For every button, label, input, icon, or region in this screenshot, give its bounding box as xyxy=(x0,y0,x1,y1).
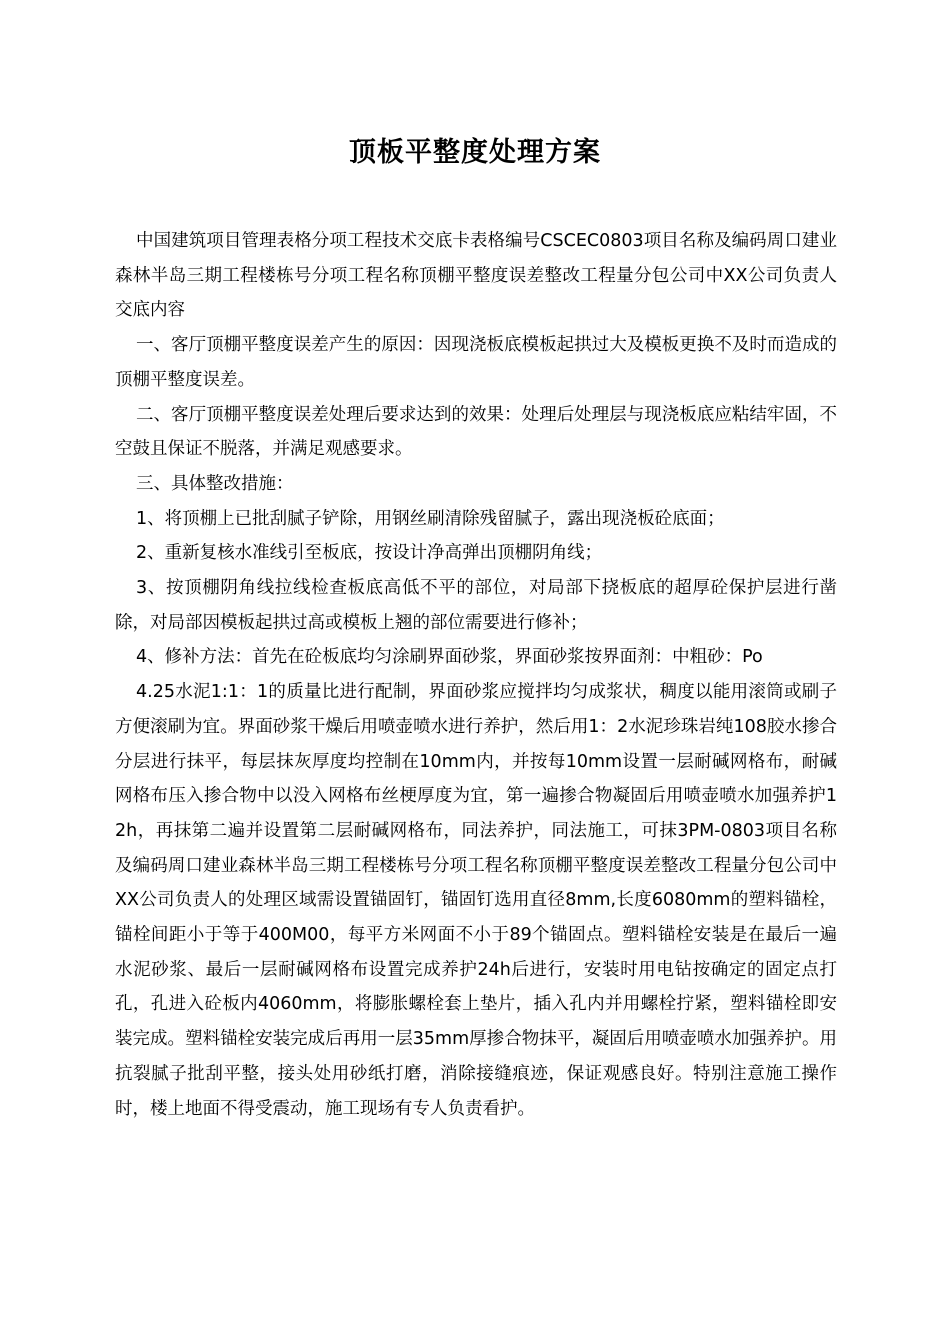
paragraph-step-1: 1、将顶棚上已批刮腻子铲除，用钢丝刷清除残留腻子，露出现浇板砼底面； xyxy=(136,508,725,529)
paragraph-step-3: 3、按顶棚阴角线拉线检查板底高低不平的部位，对局部下挠板底的超厚砼保护层进行凿除，对局部因模板起拱过高或模板上翘的部位需要进行修补； xyxy=(115,578,837,633)
paragraph-step-4: 4、修补方法：首先在砼板底均匀涂刷界面砂浆，界面砂浆按界面剂：中粗砂：Po xyxy=(136,647,763,668)
document-title: 顶板平整度处理方案 xyxy=(349,137,601,168)
paragraph-effect: 二、客厅顶棚平整度误差处理后要求达到的效果：处理后处理层与现浇板底应粘结牢固，不空鼓且保证不脱落，并满足观感要求。 xyxy=(115,404,837,460)
paragraph-header-info: 中国建筑项目管理表格分项工程技术交底卡表格编号CSCEC0803项目名称及编码周口建业森林半岛三期工程楼栋号分项工程名称顶棚平整度误差整改工程量分包公司中XX公司负责人交底内容 xyxy=(115,231,837,321)
document-body xyxy=(115,224,837,1126)
paragraph-step-2: 2、重新复核水准线引至板底，按设计净高弹出顶棚阴角线； xyxy=(136,543,603,564)
paragraph-cause: 一、客厅顶棚平整度误差产生的原因：因现浇板底模板起拱过大及模板更换不及时而造成的顶棚平整度误差。 xyxy=(115,335,837,390)
paragraph-repair-method: 4.25水泥1:1：1的质量比进行配制，界面砂浆应搅拌均匀成浆状，稠度以能用滚筒或刷子方便滚刷为宜。界面砂浆干燥后用喷壶喷水进行养护，然后用1：2水泥珍珠岩纯108胶水掺合分层进行抹平，每层抹灰厚度均控制在10mm内，并按每10mm设置一层耐碱网格布，耐碱网格布压入掺合物中以没入网格布丝梗厚度为宜，第一遍掺合物凝固后用喷壶喷水加强养护12h，再抹第二遍并设置第二层耐碱网格布，同法养护，同法施工，可抹3PM-0803项目名称及编码周口建业森林半岛三期工程楼栋号分项工程名称顶棚平整度误差整改工程量分包公司中XX公司负责人的处理区域需设置锚固钉，锚固钉选用直径8mm,长度6080mm的塑料锚栓，锚栓间距小于等于400M00，每平方米网面不小于89个锚固点。塑料锚栓安装是在最后一遍水泥砂浆、最后一层耐碱网格布设置完成养护24h后进行，安装时用电钻按确定的固定点打孔，孔进入砼板内4060mm，将膨胀螺栓套上垫片，插入孔内并用螺栓拧紧，塑料锚栓即安装完成。塑料锚栓安装完成后再用一层35mm厚掺合物抹平，凝固后用喷壶喷水加强养护。用抗裂腻子批刮平整，接头处用砂纸打磨，消除接缝痕迹，保证观感良好。特别注意施工操作时，楼上地面不得受震动，施工现场有专人负责看护。 xyxy=(115,682,837,1119)
paragraph-measures-heading: 三、具体整改措施： xyxy=(136,473,294,494)
